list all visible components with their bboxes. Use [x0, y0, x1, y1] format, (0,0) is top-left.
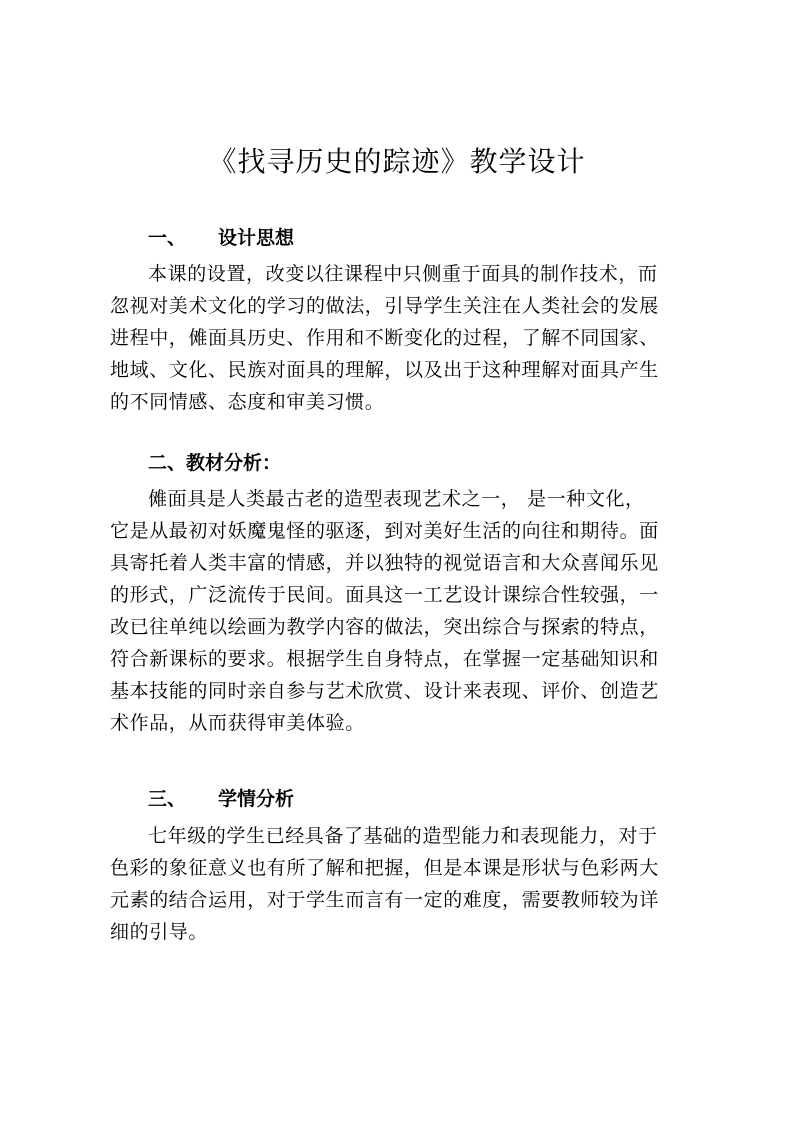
section-title: 设计思想	[218, 227, 295, 249]
paragraph-line: 符合新课标的要求。根据学生自身特点，在掌握一定基础知识和	[110, 648, 659, 670]
section-title: 教材分析：	[186, 452, 282, 474]
section-heading-learner-analysis	[148, 786, 294, 812]
paragraph-line: 基本技能的同时亲自参与艺术欣赏、设计来表现、评价、创造艺	[110, 680, 659, 702]
paragraph-line: 术作品，从而获得审美体验。	[110, 712, 365, 734]
paragraph-line: 细的引导。	[110, 921, 209, 943]
paragraph-line: 地域、文化、民族对面具的理解，以及出于这种理解对面具产生	[110, 359, 659, 381]
section-heading-material-analysis	[148, 450, 281, 476]
document-title: 《找寻历史的踪迹》教学设计	[208, 145, 586, 178]
paragraph-line: 七年级的学生已经具备了基础的造型能力和表现能力，对于	[148, 825, 658, 847]
paragraph-line: 进程中，傩面具历史、作用和不断变化的过程，了解不同国家、	[110, 327, 659, 349]
paragraph-line: 的不同情感、态度和审美习惯。	[110, 391, 385, 413]
paragraph-line: 它是从最初对妖魔鬼怪的驱逐，到对美好生活的向往和期待。面	[110, 520, 659, 542]
paragraph-line: 傩面具是人类最古老的造型表现艺术之一， 是一种文化，	[148, 488, 645, 510]
section-paragraph-material-analysis	[110, 483, 710, 739]
paragraph-line: 本课的设置，改变以往课程中只侧重于面具的制作技术，而	[148, 263, 658, 285]
paragraph-line: 具寄托着人类丰富的情感，并以独特的视觉语言和大众喜闻乐见	[110, 552, 659, 574]
paragraph-line: 元素的结合运用，对于学生而言有一定的难度，需要教师较为详	[110, 889, 659, 911]
section-title: 学情分析	[218, 788, 295, 810]
paragraph-line: 色彩的象征意义也有所了解和把握，但是本课是形状与色彩两大	[110, 857, 659, 879]
section-paragraph-design-idea	[110, 258, 710, 418]
paragraph-line: 忽视对美术文化的学习的做法，引导学生关注在人类社会的发展	[110, 295, 659, 317]
section-number: 三、	[148, 788, 187, 810]
section-paragraph-learner-analysis	[110, 820, 710, 948]
paragraph-line: 的形式，广泛流传于民间。面具这一工艺设计课综合性较强，一	[110, 584, 659, 606]
paragraph-line: 改已往单纯以绘画为教学内容的做法，突出综合与探索的特点，	[110, 616, 659, 638]
section-heading-design-idea	[148, 225, 294, 251]
section-number: 一、	[148, 227, 187, 249]
section-number: 二、	[148, 452, 187, 474]
